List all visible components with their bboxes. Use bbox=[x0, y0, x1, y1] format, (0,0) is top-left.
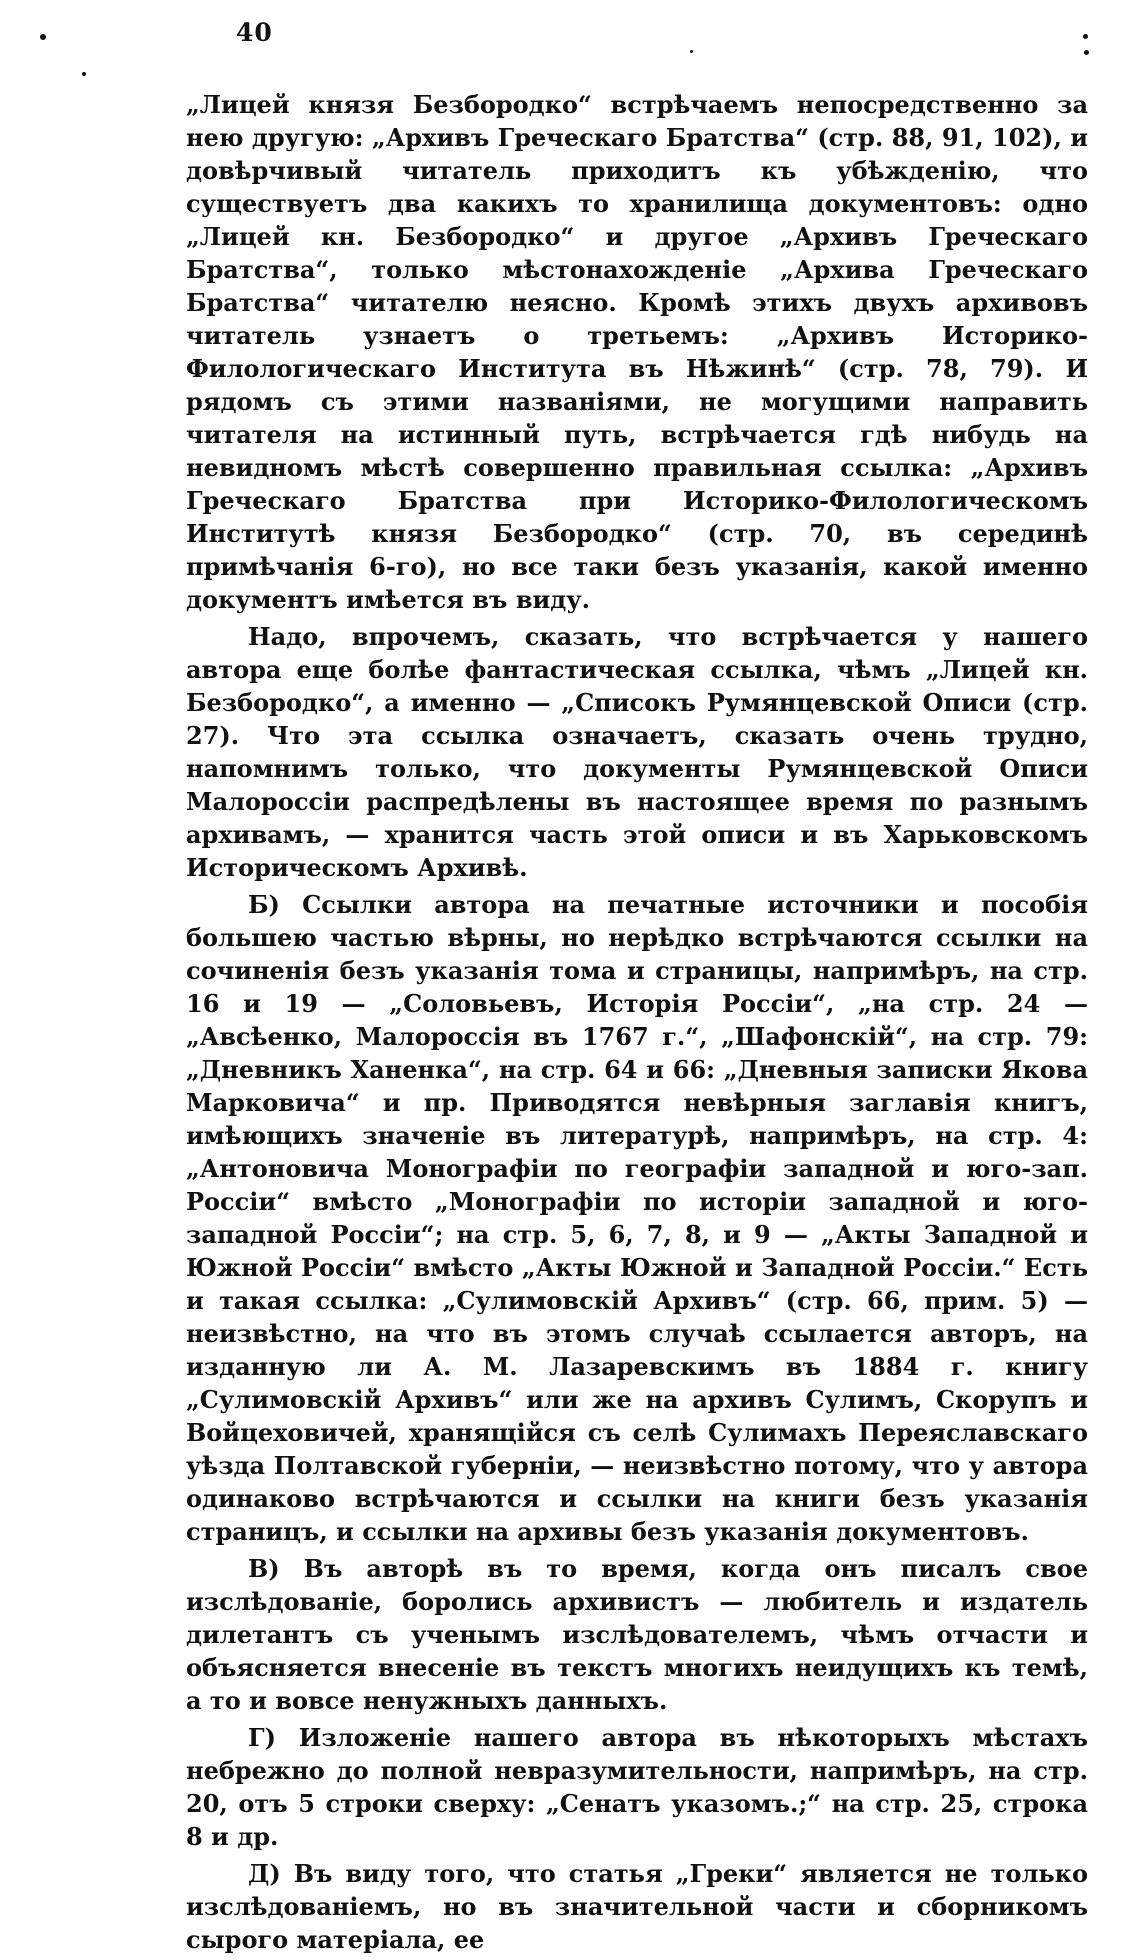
paragraph-4: В) Въ авторѣ въ то время, когда онъ писалъ свое изслѣдованіе, боролись архивистъ — любитель и издатель дилетантъ съ ученымъ изслѣдователемъ, чѣмъ отчасти и объясняется внесеніе въ текстъ многихъ неидущихъ къ темѣ, а то и вовсе ненужныхъ данныхъ. bbox=[186, 1554, 1088, 1715]
paragraph-3: Б) Ссылки автора на печатные источники и пособія большею частью вѣрны, но нерѣдко встрѣчаются ссылки на сочиненія безъ указанія тома и страницы, напримѣръ, на стр. 16 и 19 — „Соловьевъ, Исторія Россіи“, „на стр. 24 — „Авсѣенко, Малороссія въ 1767 г.“, „Шафонскій“, на стр. 79: „Дневникъ Ханенка“, на стр. 64 и 66: „Дневныя записки Якова Марковича“ и пр. Приводятся невѣрныя заглавія книгъ, имѣющихъ значеніе въ литературѣ, напримѣръ, на стр. 4: „Антоновича Монографіи по географіи западной и юго-зап. Россіи“ вмѣсто „Монографіи по исторіи западной и юго-западной Россіи“; на стр. 5, 6, 7, 8, и 9 — „Акты Западной и Южной Россіи“ вмѣсто „Акты Южной и Западной Россіи.“ Есть и такая ссылка: „Сулимовскій Архивъ“ (стр. 66, прим. 5) — неизвѣстно, на что въ этомъ случаѣ ссылается авторъ, на изданную ли А. М. Лазаревскимъ въ 1884 г. книгу „Сулимовскій Архивъ“ или же на архивъ Сулимъ, Скорупъ и Войцеховичей, хранящійся съ селѣ Сулимахъ Переяславскаго уѣзда Полтавской губерніи, — неизвѣстно потому, что у автора одинаково встрѣчаются и ссылки на книги безъ указанія страницъ, и ссылки на архивы безъ указанія документовъ. bbox=[186, 890, 1088, 1546]
scan-speck-left bbox=[40, 34, 46, 40]
body-text bbox=[186, 88, 1088, 1960]
scan-speck-left-small bbox=[82, 72, 86, 76]
paragraph-6: Д) Въ виду того, что статья „Греки“ является не только изслѣдованіемъ, но въ значительной части и сборникомъ сырого матеріала, ее bbox=[186, 1859, 1088, 1954]
scan-speck-right-bottom bbox=[1084, 50, 1089, 55]
scan-speck-center bbox=[690, 50, 693, 53]
paragraph-1: „Лицей князя Безбородко“ встрѣчаемъ непосредственно за нею другую: „Архивъ Греческаго Братства“ (стр. 88, 91, 102), и довѣрчивый читатель приходитъ къ убѣжденію, что существуетъ два какихъ то хранилища документовъ: одно „Лицей кн. Безбородко“ и другое „Архивъ Греческаго Братства“, только мѣстонахожденіе „Архива Греческаго Братства“ читателю неясно. Кромѣ этихъ двухъ архивовъ читатель узнаетъ о третьемъ: „Архивъ Историко-Филологическаго Института въ Нѣжинѣ“ (стр. 78, 79). И рядомъ съ этими названіями, не могущими направить читателя на истинный путь, встрѣчается гдѣ нибудь на невидномъ мѣстѣ совершенно правильная ссылка: „Архивъ Греческаго Братства при Историко-Филологическомъ Институтѣ князя Безбородко“ (стр. 70, въ серединѣ примѣчанія 6-го), но все таки безъ указанія, какой именно документъ имѣется въ виду. bbox=[186, 90, 1088, 614]
scan-speck-right-top bbox=[1083, 34, 1088, 39]
paragraph-5: Г) Изложеніе нашего автора въ нѣкоторыхъ мѣстахъ небрежно до полной невразумительности, напримѣръ, на стр. 20, отъ 5 строки сверху: „Сенатъ указомъ.;“ на стр. 25, строка 8 и др. bbox=[186, 1723, 1088, 1851]
paragraph-2: Надо, впрочемъ, сказать, что встрѣчается у нашего автора еще болѣе фантастическая ссылка, чѣмъ „Лицей кн. Безбородко“, а именно — „Списокъ Румянцевской Описи (стр. 27). Что эта ссылка означаетъ, сказать очень трудно, напомнимъ только, что документы Румянцевской Описи Малороссіи распредѣлены въ настоящее время по разнымъ архивамъ, — хранится часть этой описи и въ Харьковскомъ Историческомъ Архивѣ. bbox=[186, 622, 1088, 882]
page-number: 40 bbox=[236, 18, 273, 47]
